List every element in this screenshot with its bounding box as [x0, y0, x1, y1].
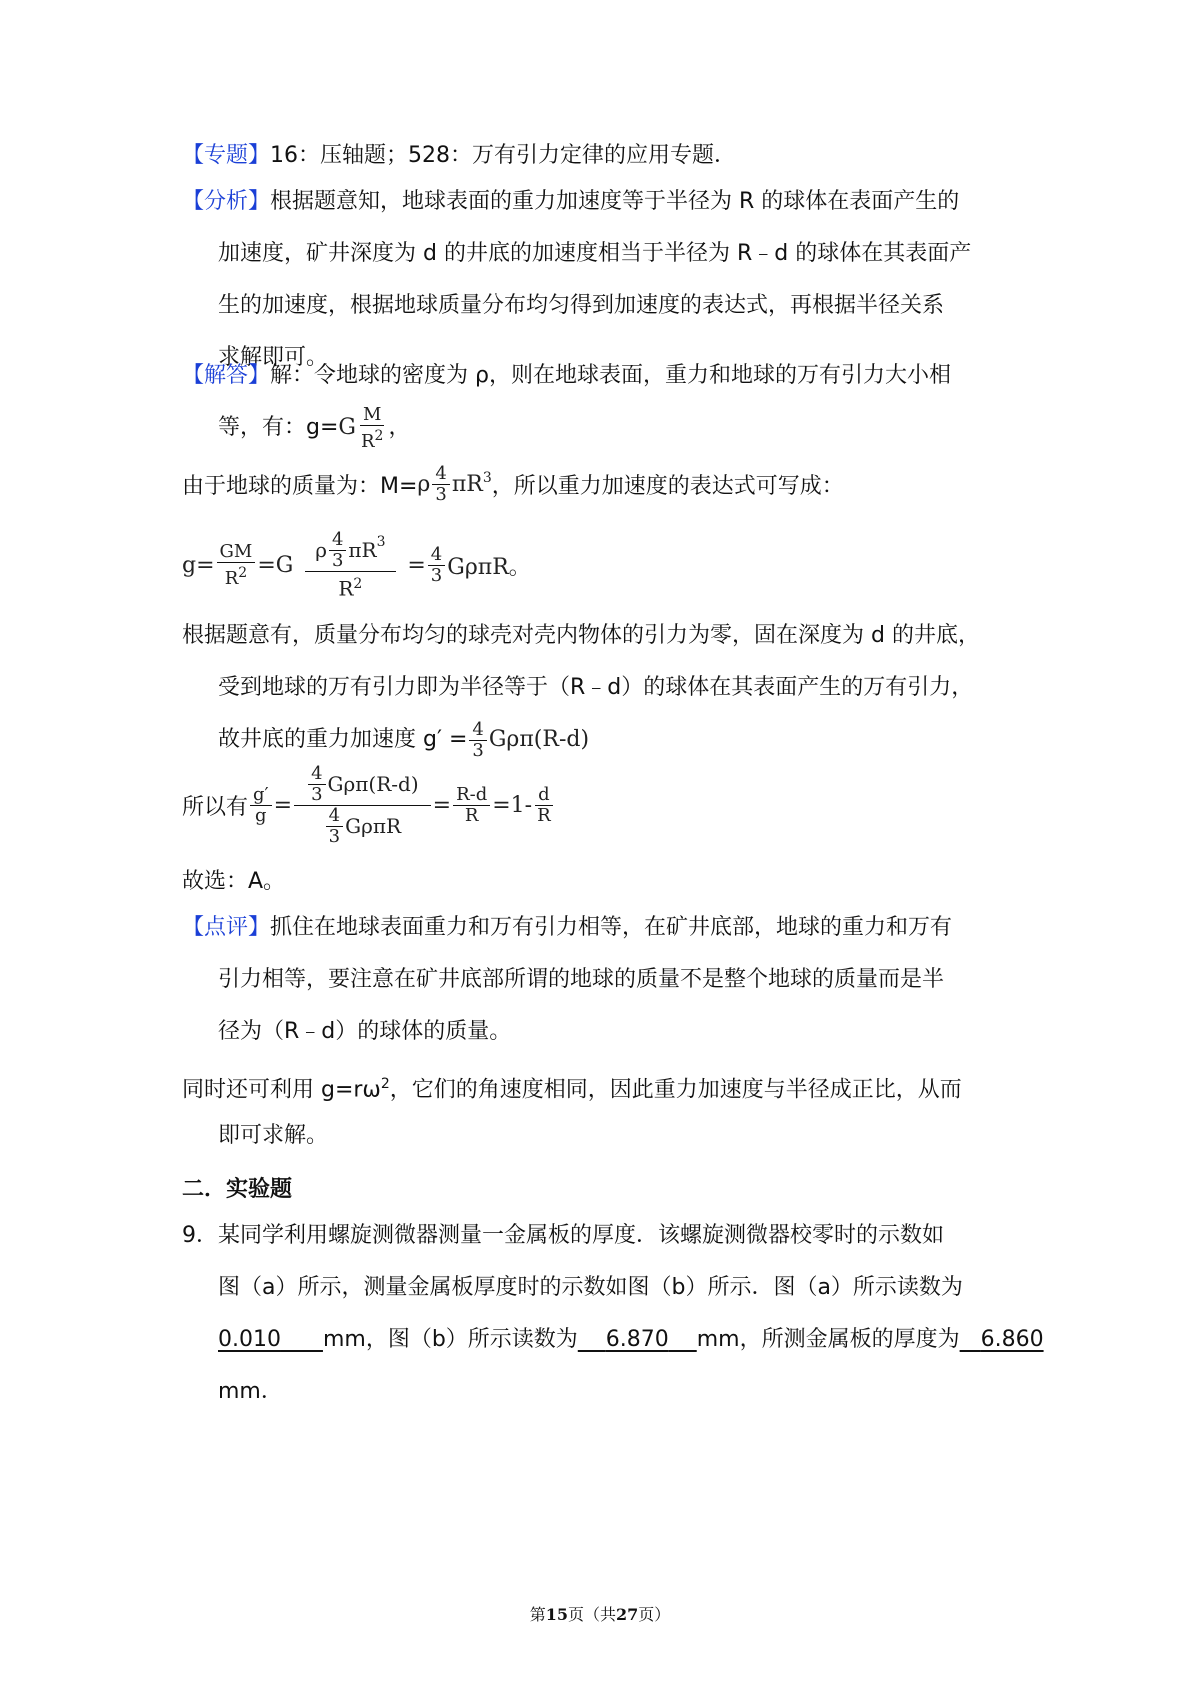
comment-line: ，它们的角速度相同，因此重力加速度与半径成正比，从而: [389, 1077, 962, 1103]
punctuation: ，: [388, 415, 411, 440]
numerator: d: [535, 785, 553, 806]
section-title: 二．实验题: [182, 1177, 293, 1202]
comment-tag: 【点评】: [182, 915, 271, 940]
math-symbol: =: [273, 792, 293, 818]
numerator: R-d: [453, 785, 490, 806]
fraction-large: [294, 764, 431, 847]
analysis-line: 生的加速度，根据地球质量分布均匀得到加速度的表达式，再根据半径关系: [218, 293, 945, 318]
equation-gravity: [338, 402, 388, 454]
analysis-line: 根据题意知，地球表面的重力加速度等于半径为 R 的球体在表面产生的: [270, 189, 960, 214]
solution-paragraph-2: [182, 610, 1022, 766]
numerator: 4: [432, 464, 449, 485]
denominator: R: [338, 576, 354, 601]
math-symbol: ρ: [315, 538, 327, 563]
answer-b: 6.870: [605, 1327, 669, 1352]
fraction: [358, 405, 386, 452]
answer-blank-c: [960, 1327, 1044, 1352]
topic-tag: 【专题】: [182, 143, 271, 168]
page-number: 15: [545, 1605, 568, 1624]
equation-acceleration: [182, 520, 531, 610]
solution-line: 解：令地球的密度为 ρ，则在地球表面，重力和地球的万有引力大小相: [270, 363, 951, 388]
mass-line: [182, 458, 844, 510]
math-symbol: Gρπ(R-d): [488, 727, 590, 752]
fraction: [534, 785, 554, 826]
footer-text: 页）: [638, 1605, 671, 1624]
exponent: 3: [376, 533, 386, 550]
numerator: [294, 764, 431, 806]
denominator: R: [464, 804, 479, 826]
comment-line: 径为（R﹣d）的球体的质量。: [218, 1019, 512, 1044]
numerator: 4: [469, 720, 486, 741]
comment-line: 同时还可利用 g=rω: [182, 1077, 381, 1103]
numerator: GM: [217, 542, 256, 563]
math-symbol: ρ: [417, 471, 431, 497]
solution-line: 故井底的重力加速度 g′ =: [218, 727, 468, 752]
analysis-line: 加速度，矿井深度为 d 的井底的加速度相当于半径为 R﹣d 的球体在其表面产: [218, 241, 972, 266]
math-symbol: =: [432, 792, 452, 818]
comment-line: 即可求解。: [218, 1123, 329, 1148]
math-symbol: GρπR。: [447, 554, 531, 580]
denominator: R: [537, 804, 551, 826]
denominator: 3: [328, 825, 341, 847]
denominator: 3: [311, 783, 323, 805]
equation-ratio-body: [248, 764, 556, 847]
question-line: mm．: [218, 1379, 283, 1404]
solution-paragraph: [182, 350, 1022, 454]
question-9: [182, 1210, 1044, 1418]
exponent: 2: [238, 564, 248, 581]
mass-text: 由于地球的质量为：M=: [182, 473, 418, 499]
question-text: mm，所测金属板的厚度为: [696, 1327, 960, 1352]
math-symbol: πR: [451, 471, 483, 497]
comment-paragraph: [182, 902, 1022, 1162]
numerator: g′: [250, 785, 272, 806]
solution-line: 等，有：g=: [218, 415, 339, 440]
math-symbol: πR: [348, 538, 377, 563]
fraction: [326, 806, 343, 847]
fraction: [432, 464, 449, 505]
exponent: 3: [482, 469, 492, 486]
denominator: 3: [435, 483, 447, 505]
choice-paragraph: [182, 856, 1022, 908]
math-symbol: =G: [257, 552, 294, 578]
answer-blank-b: [578, 1327, 697, 1352]
analysis-line: 求解即可。: [218, 345, 329, 370]
fraction: [250, 785, 272, 826]
mass-text: ，所以重力加速度的表达式可写成：: [491, 473, 844, 499]
denominator: [321, 806, 404, 847]
numerator: 4: [329, 530, 346, 551]
solution-line: 根据题意有，质量分布均匀的球壳对壳内物体的引力为零，固在深度为 d 的井底，: [182, 623, 980, 648]
page-total: 27: [616, 1605, 639, 1624]
choice-text: 故选：A。: [182, 869, 286, 894]
denominator: g: [255, 804, 267, 826]
denominator: 3: [430, 564, 443, 586]
fraction: [308, 764, 325, 805]
comment-line: 引力相等，要注意在矿井底部所谓的地球的质量不是整个地球的质量而是半: [218, 967, 945, 992]
answer-a: 0.010: [218, 1327, 281, 1352]
comment-line: 抓住在地球表面重力和万有引力相等，在矿井底部，地球的重力和万有: [270, 915, 953, 940]
numerator: 4: [308, 764, 325, 785]
denominator: R: [224, 567, 239, 589]
math-symbol: Gρπ(R-d): [327, 772, 419, 796]
equation-ratio: [182, 755, 556, 855]
fraction: [217, 542, 256, 589]
ratio-text: 所以有: [182, 794, 249, 820]
topic-text: 16：压轴题；528：万有引力定律的应用专题．: [270, 143, 737, 168]
analysis-tag: 【分析】: [182, 189, 271, 214]
math-symbol: =1-: [492, 792, 533, 818]
fraction: [453, 785, 490, 826]
math-symbol: =: [407, 552, 426, 578]
question-text: mm，图（b）所示读数为: [322, 1327, 578, 1352]
equation-mass: [417, 464, 491, 505]
denominator: 3: [331, 549, 344, 571]
question-line: 图（a）所示，测量金属板厚度时的示数如图（b）所示．图（a）所示读数为: [218, 1275, 963, 1300]
topic-paragraph: [182, 130, 1022, 182]
math-symbol: G: [338, 415, 356, 440]
numerator: M: [360, 405, 384, 426]
equation-acceleration-body: [182, 530, 531, 601]
exponent: 2: [380, 1076, 390, 1092]
math-symbol: GρπR: [345, 814, 402, 838]
solution-line: 受到地球的万有引力即为半径等于（R﹣d）的球体在其表面产生的万有引力，: [218, 675, 974, 700]
math-symbol: g=: [182, 552, 215, 578]
denominator: R: [360, 430, 375, 452]
answer-c: 6.860: [980, 1327, 1044, 1352]
solution-tag: 【解答】: [182, 363, 271, 388]
fraction: [428, 545, 445, 586]
numerator: 4: [326, 806, 343, 827]
question-line: 9．某同学利用螺旋测微器测量一金属板的厚度．该螺旋测微器校零时的示数如: [182, 1223, 944, 1248]
exponent: 2: [353, 575, 363, 592]
exponent: 2: [374, 427, 384, 444]
footer-text: 页（共: [567, 1605, 616, 1624]
answer-blank-a: [218, 1327, 323, 1352]
fraction-large: [295, 530, 405, 601]
footer-text: 第: [529, 1605, 546, 1624]
numerator: 4: [428, 545, 445, 566]
denominator: 3: [472, 739, 484, 761]
numerator: [305, 530, 395, 572]
page-footer: [0, 1602, 1200, 1625]
fraction: [329, 530, 346, 571]
